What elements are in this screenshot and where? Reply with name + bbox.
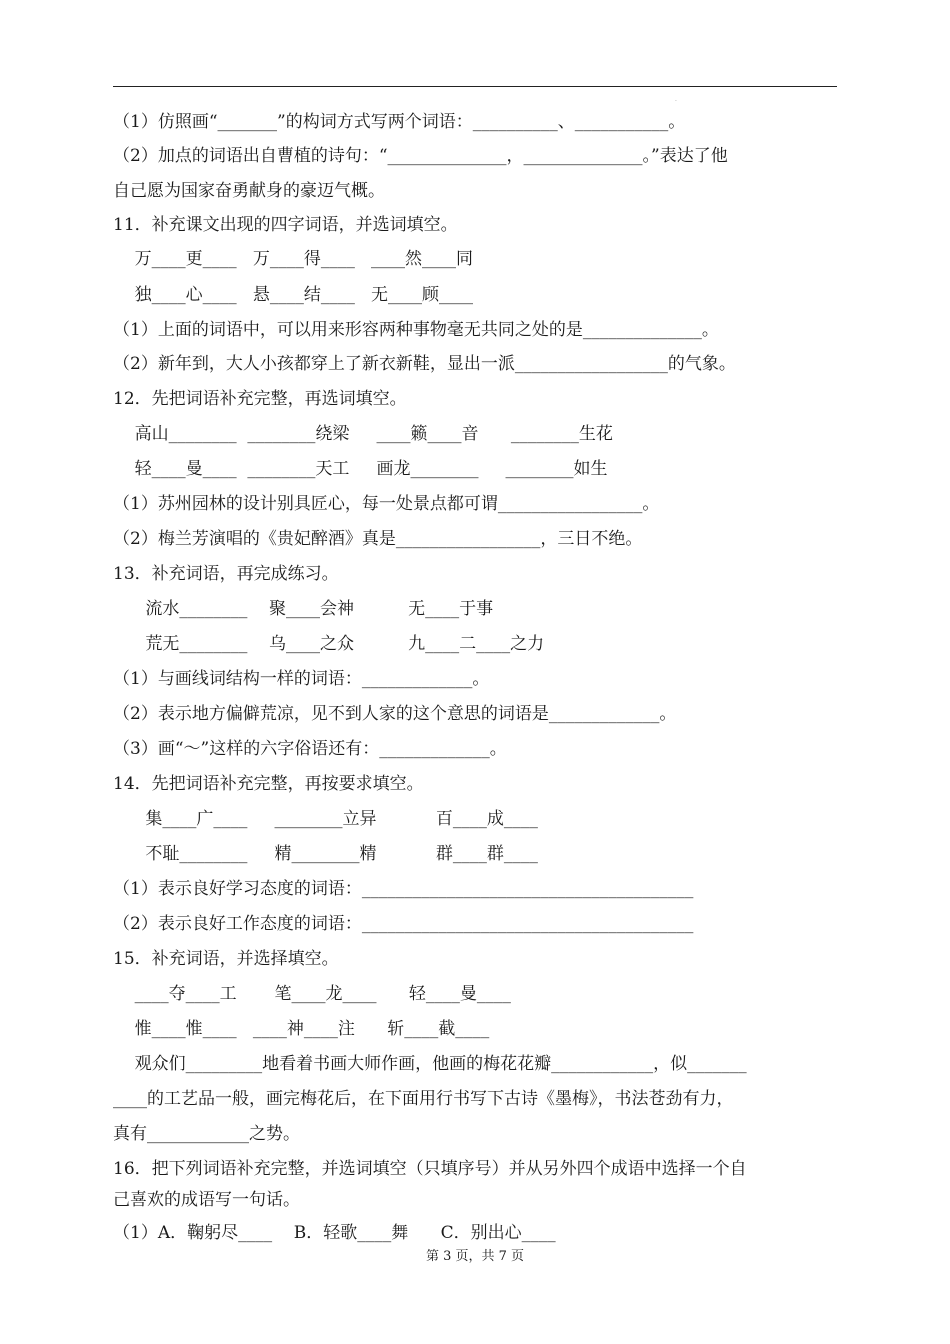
question-14-title: 14．先把词语补充完整，再按要求填空。 [113,774,424,794]
question-12-words-row1: 高山________ ________绕梁 ____籁____音 ________生花 [113,424,613,444]
question-13-words-row1: 流水________ 聚____会神 无____于事 [113,599,494,619]
question-15-passage-line3: 真有____________之势。 [113,1124,300,1144]
question-14-sub2: （2）表示良好工作态度的词语：_______________________________________ [113,914,694,934]
question-16-sub1: （1）A．鞠躬尽____ B．轻歌____舞 C．别出心____ [113,1223,556,1243]
question-12-words-row2: 轻____曼____ ________天工 画龙________ ________如生 [113,459,608,479]
stray-mark: · [675,98,677,105]
question-11-words-row2: 独____心____ 悬____结____ 无____顾____ [113,285,474,305]
question-10-sub2: （2）加点的词语出自曹植的诗句：“______________，______________。”表达了他 [113,146,728,166]
question-14-sub1: （1）表示良好学习态度的词语：_______________________________________ [113,879,694,899]
question-12-sub2: （2）梅兰芳演唱的《贵妃醉酒》真是_________________，三日不绝。 [113,529,643,549]
question-10-sub2-cont: 自己愿为国家奋勇献身的豪迈气概。 [113,181,385,201]
question-11-words-row1: 万____更____ 万____得____ ____然____同 [113,249,474,269]
page-footer: 第 3 页，共 7 页 [425,1249,525,1264]
question-13-words-row2: 荒无________ 乌____之众 九____二____之力 [113,634,545,654]
question-14-words-row1: 集____广____ ________立异 百____成____ [113,809,538,829]
question-15-words-row2: 惟____惟____ ____神____注 斩____截____ [113,1019,490,1039]
question-16-title: 16．把下列词语补充完整，并选词填空（只填序号）并从另外四个成语中选择一个自 [113,1159,747,1179]
question-15-passage-line2: ____的工艺品一般，画完梅花后，在下面用行书写下古诗《墨梅》，书法苍劲有力， [113,1089,734,1109]
question-13-sub3: （3）画“～”这样的六字俗语还有：_____________。 [113,739,507,759]
question-11-sub1: （1）上面的词语中，可以用来形容两种事物毫无共同之处的是______________。 [113,320,719,340]
question-12-sub1: （1）苏州园林的设计别具匠心，每一处景点都可谓_________________。 [113,494,660,514]
question-12-title: 12．先把词语补充完整，再选词填空。 [113,389,407,409]
question-13-sub1: （1）与画线词结构一样的词语：_____________。 [113,669,490,689]
question-11-title: 11．补充课文出现的四字词语，并选词填空。 [113,215,458,235]
question-11-sub2: （2）新年到，大人小孩都穿上了新衣新鞋，显出一派__________________的气象。 [113,354,736,374]
question-13-title: 13．补充词语，再完成练习。 [113,564,339,584]
question-16-title-cont: 己喜欢的成语写一句话。 [113,1190,300,1210]
question-13-sub2: （2）表示地方偏僻荒凉，见不到人家的这个意思的词语是_____________。 [113,704,677,724]
question-15-passage-line1: 观众们_________地看着书画大师作画，他画的梅花花瓣____________，似_______ [113,1054,747,1074]
question-10-sub1: （1）仿照画“_______”的构词方式写两个词语：__________、___________。 [113,112,686,132]
question-15-title: 15．补充词语，并选择填空。 [113,949,339,969]
header-rule [113,86,837,87]
question-15-words-row1: ____夺____工 笔____龙____ 轻____曼____ [113,984,511,1004]
question-14-words-row2: 不耻________ 精________精 群____群____ [113,844,538,864]
